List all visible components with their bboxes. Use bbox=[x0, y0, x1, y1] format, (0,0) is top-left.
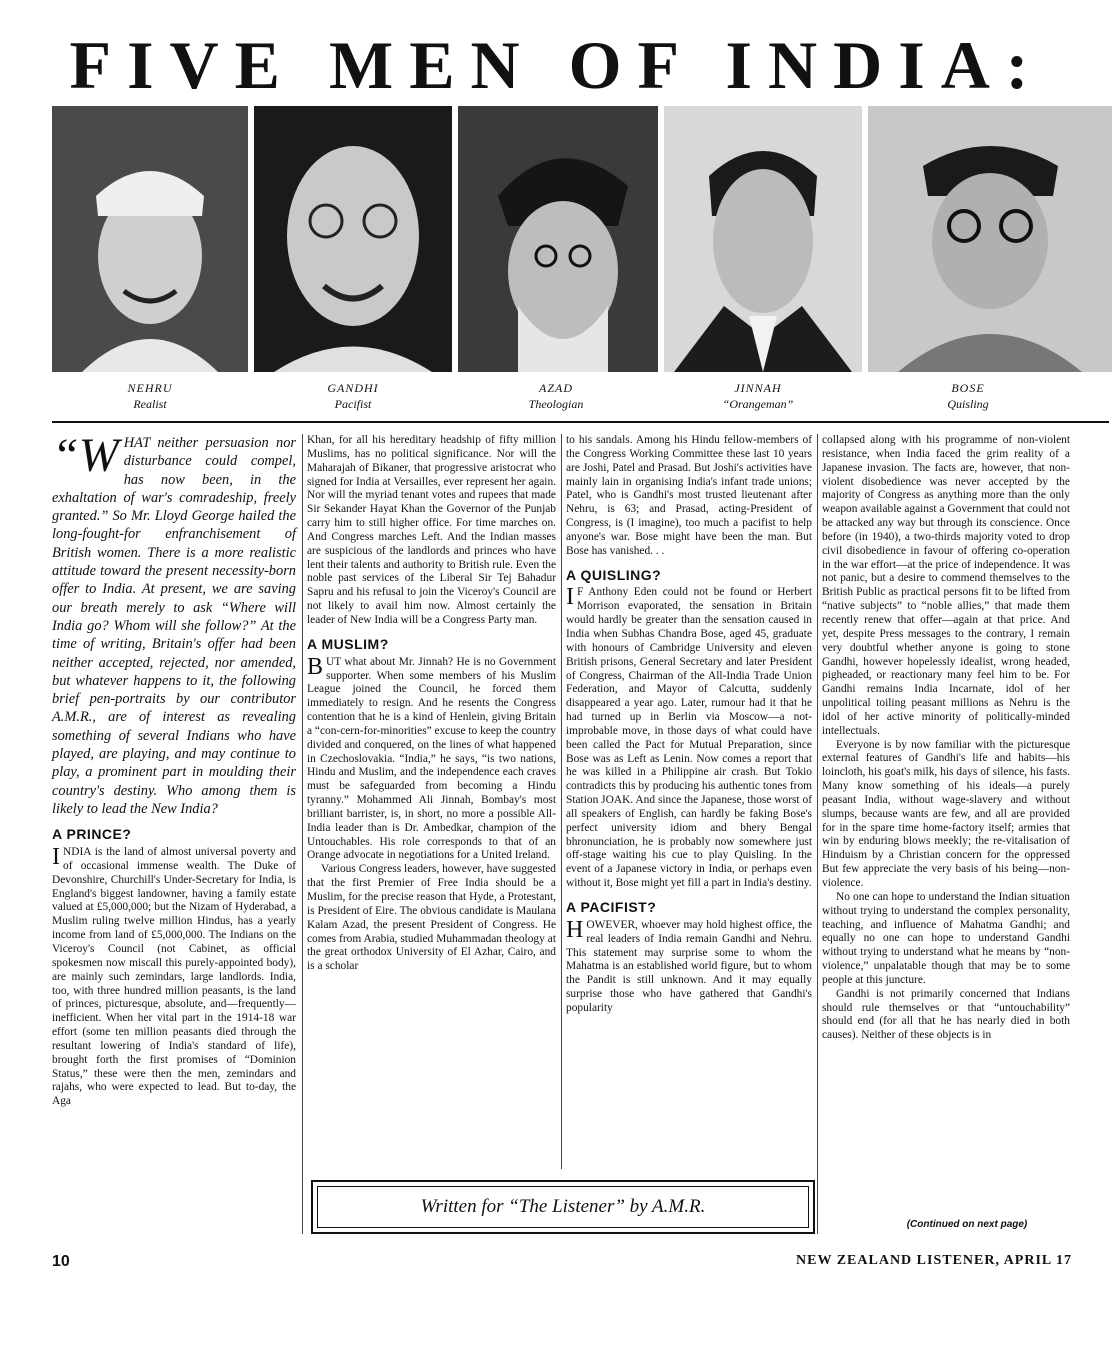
column-3 bbox=[566, 434, 812, 1016]
caption-name: AZAD bbox=[539, 381, 573, 395]
portrait-row bbox=[52, 106, 1112, 372]
body-paragraph: to his sandals. Among his Hindu fellow-members of the Congress Working Committee these last 10 years are Joshi, Patel and Prasad. But Joshi's activities have mainly lain in organising India's infant trade unions; Patel, who is Gandhi's most trusted lieutenant after Nehru, is 63; and Prasad, acting-President of Congress, is (I imagine), too much a pacifist to help anyone's war. Bose might have been the man. But Bose has vanished. . . bbox=[566, 434, 812, 557]
body-paragraph bbox=[307, 653, 556, 864]
caption-bose bbox=[868, 380, 1068, 412]
section-heading-prince: A PRINCE? bbox=[52, 826, 132, 843]
portrait-gandhi-icon bbox=[254, 106, 452, 372]
byline-box bbox=[311, 1180, 815, 1234]
caption-gandhi bbox=[253, 380, 453, 412]
caption-nehru bbox=[50, 380, 250, 412]
body-paragraph: collapsed along with his programme of non-violent resistance, when India faced the grim reality of a Japanese invasion. The facts are, however, that non-violent disobedience was never accepted by the majority of Congress as anything more than the only weapon available against a Government that could not be attacked any way but through its conscience. Once before (in 1940), a two-thirds majority voted to drop civil disobedience in favour of offering co-operation in the war effort—at the price of independence. It was not panic, but a desire to commend themselves to the British Public as practical persons fit to be lifted from “native subjects” to “noble allies,” that made them recently renew that offer—again at that price. And yet, despite Press messages to the contrary, I remain very doubtful whether anyone is going to stone Gandhi, however hopelessly idealist, wrong headed, pigheaded, or reactionary many feel him to be. For Gandhi remains India Incarnate, idol of her unpolitical toiling peasant millions as Nehru is the idol of her active minority of politically-minded intellectuals. bbox=[822, 434, 1070, 737]
portrait-jinnah-icon bbox=[664, 106, 862, 372]
column-divider bbox=[302, 434, 303, 1234]
body-paragraph: Various Congress leaders, however, have suggested that the first Premier of Free India should be a Muslim, for the precise reason that Hyde, a Protestant, is President of Eire. The obvious candidate is Maulana Kalam Azad, the present President of Congress. He comes from Arabia, studied Muhammadan theology at the great orthodox University of El Azhar, Cairo, and is a scholar bbox=[307, 863, 556, 973]
body-paragraph: Gandhi is not primarily concerned that Indians should rule themselves or that “untouchability” should end (for all that he has nearly died in both causes). Neither of these objects is in bbox=[822, 987, 1070, 1042]
caption-jinnah bbox=[658, 380, 858, 412]
publication-footer: NEW ZEALAND LISTENER, APRIL 17 bbox=[796, 1253, 1072, 1268]
column-4 bbox=[822, 434, 1070, 1043]
header-rule bbox=[52, 421, 1109, 423]
body-text: F Anthony Eden could not be found or Herbert Morrison evaporated, the sensation in Britain would hardly be greater than the sensation caused in India when Subhas Chandra Bose, aged 45, graduate with honours of Cambridge University and eleven British prisons, General Secretary and later President of Congress, Chairman of the All-India Trade Union Federation, and Mayor of Calcutta, suddenly disappeared a year ago. Later, rumour had it that he had turned up in Berlin via Moscow—a not-improbable move, in those days of what could have been called the Pact for Mutual Preparation, since Bose was as Left as Lenin. Now comes a report that he was killed in a Philippine air crash. But Tokio contradicts this by producing his authentic tones from Station JOAK. And since the Japanese, those worst of all speakers of English, can hardly be faking Bose's perfect university idiom and bhery Bengal bhronunciation, he is probably now somewhere just off-stage waiting his cue to play Quisling. In the event of a Japanese victory in India, or perhaps even without it, Bose might yet fill a part in India's destiny. bbox=[566, 586, 812, 890]
caption-role: “Orangeman” bbox=[722, 397, 794, 411]
caption-role: Pacifist bbox=[334, 397, 372, 411]
column-2 bbox=[307, 434, 556, 974]
caption-role: Realist bbox=[133, 397, 167, 411]
body-text: NDIA is the land of almost universal poverty and of occasional immense wealth. The Duke of Devonshire, Churchill's Under-Secretary for India, is England's biggest landowner, having a family estate valued at £5,000,000; but the Nizam of Hyderabad, a Muslim ruling twelve million Hindus, has a yearly income from land of £5,000,000. The Indians on the Viceroy's Council (not Cabinet, as official spokesmen now miscall this purely-appointed body), are mainly such zemindars, large landlords. India, too, with three hundred million peasants, is the land of princes, picturesque, absolute, and—frequently—inefficient. When her vital part in the 1914-18 war effort (some ten million peasants died through the resultant lowering of India's standard of life), brought forth the first promises of “Dominion Status,” these were then the men, zemindars and rajahs, who were expected to lead. But to-day, the Aga bbox=[52, 846, 296, 1108]
portrait-bose-icon bbox=[868, 106, 1112, 372]
body-paragraph: Khan, for all his hereditary headship of fifty million Muslims, has no political significance. Nor will the Maharajah of Bikaner, that progressive aristocrat who signed for India at Versailles, ever represent her again. Nor will the myriad tenant votes and rupees that made Sir Sekander Hayat Khan the Governor of the Punjab carry him to still higher office. For time marches on. And Congress marches Left. And the Indian masses are suspicious of the landlords and princes who have lent their talents and authority to British rule. Even the noble past services of the Liberal Sir Tej Bahadur Sapru and his refusal to join the Viceroy's Council are not likely to avail him now. Almost certainly the leader of New India will be a Congress Party man. bbox=[307, 434, 556, 626]
portrait-nehru-icon bbox=[52, 106, 248, 372]
column-1 bbox=[52, 429, 296, 1109]
caption-name: GANDHI bbox=[327, 381, 379, 395]
caption-role: Theologian bbox=[528, 397, 584, 411]
intro-text: HAT neither persuasion nor disturbance could compel, has now been, in the exhaltation of war's comradeship, freely granted.” So Mr. Lloyd George hailed the long-fought-for enfranchisement of British women. There is a more realistic attitude toward the present necessity-born offer to India. At present, we are saving our breath merely to ask “Where will India go? Whom will she follow?” At the time of writing, Britain's offer had been neither accepted, rejected, nor amended, but whatever happens to it, the following brief pen-portraits by our contributor A.M.R., are of interest as revealing something of several Indians who have played, are playing, and may continue to play, a prominent part in moulding their country's destiny. Who among them is likely to lead the New India? bbox=[52, 435, 296, 817]
intro-paragraph bbox=[52, 429, 296, 818]
column-divider bbox=[561, 434, 562, 1169]
drop-cap: I bbox=[52, 844, 60, 871]
body-paragraph bbox=[566, 916, 812, 1016]
caption-role: Quisling bbox=[947, 397, 989, 411]
drop-cap: H bbox=[566, 916, 584, 943]
page-number: 10 bbox=[52, 1253, 70, 1270]
section-heading-muslim: A MUSLIM? bbox=[307, 635, 389, 652]
drop-cap: I bbox=[566, 584, 574, 611]
caption-azad bbox=[456, 380, 656, 412]
caption-name: NEHRU bbox=[127, 381, 173, 395]
section-heading-quisling: A QUISLING? bbox=[566, 566, 662, 583]
byline: Written for “The Listener” by A.M.R. bbox=[317, 1186, 809, 1228]
drop-cap: B bbox=[307, 653, 324, 680]
body-paragraph bbox=[52, 846, 296, 1109]
caption-name: JINNAH bbox=[734, 381, 782, 395]
portrait-azad-icon bbox=[458, 106, 658, 372]
body-paragraph: No one can hope to understand the Indian situation without trying to understand the complex personality, teaching, and influence of Mahatma Gandhi; and equally no one can hope to understand Gandhi without trying to understand what he means by “non-violence,” unpalatable though that may be to some people at this juncture. bbox=[822, 890, 1070, 986]
continued-note: (Continued on next page) bbox=[906, 1219, 1028, 1230]
body-paragraph: Everyone is by now familiar with the picturesque external features of Gandhi's life and habits—his loincloth, his goat's milk, his days of silence, his fasts. Many know something of his ideals—a purely peasant India, without wage-slavery and without slumps, because wants are few, and all are provided for in the spare time home-factory itself; armies that win by enduring blows meekly; the re-vitalisation of Hinduism by a Christian concern for the oppressed But few appreciate the very basis of his being—non-violence. bbox=[822, 738, 1070, 889]
body-text: OWEVER, whoever may hold highest office, the real leaders of India remain Gandhi and Nehru. This statement may surprise some to whom the Mahatma is an established world figure, but to whom the Pandit is still unknown. And it may equally surprise those who have gathered that Gandhi's popularity bbox=[566, 918, 812, 1014]
section-heading-pacifist: A PACIFIST? bbox=[566, 899, 657, 915]
body-paragraph bbox=[566, 586, 812, 891]
drop-cap: “W bbox=[52, 429, 119, 482]
headline: FIVE MEN OF INDIA: bbox=[69, 27, 1045, 103]
body-text: UT what about Mr. Jinnah? He is no Government supporter. When some members of his Muslim League joined the Council, he forced them immediately to resign. And he resents the Congress contention that he is a kind of Henlein, giving Britain a “con-cern-for-minorities” excuse to keep the country divided and conquered, on the lines of what happened in Czechoslovakia. “India,” he says, “is two nations, Hindu and Muslim, and the independence each craves must be safeguarded from becoming a Hindu tyranny.” Mohammed Ali Jinnah, Bombay's most brilliant barrister, is, in short, no more a possible All-India leader than is Dr. Ambedkar, champion of the Untouchables. His role corresponds to that of an Orange advocate in negotiations for a United Ireland. bbox=[307, 655, 556, 862]
column-divider bbox=[817, 434, 818, 1234]
caption-name: BOSE bbox=[951, 381, 985, 395]
